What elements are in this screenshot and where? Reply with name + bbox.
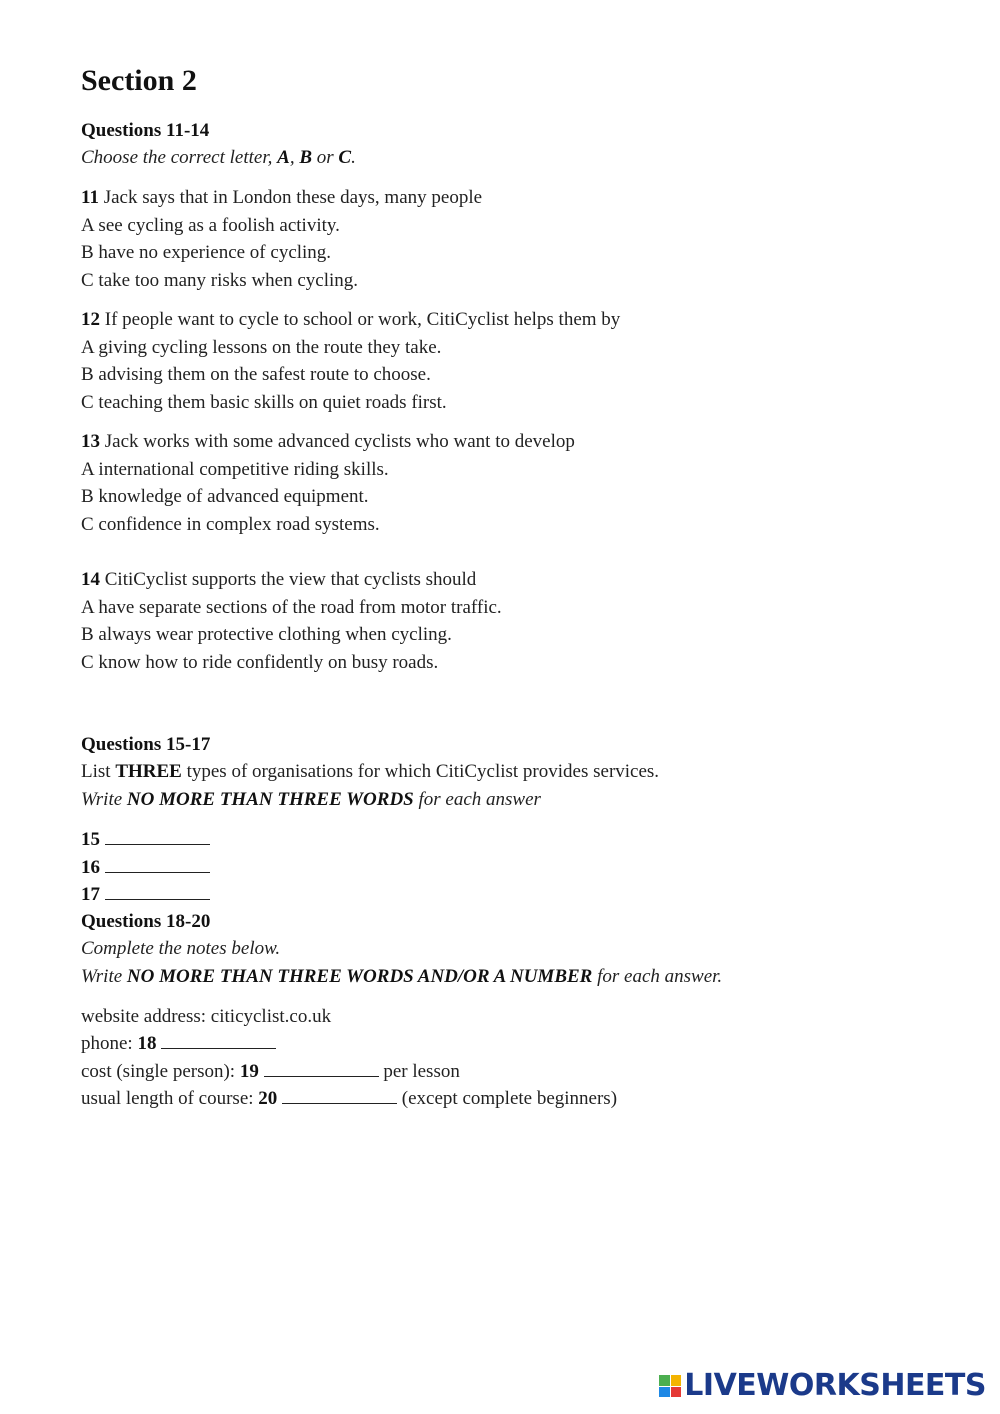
option-b[interactable]: B have no experience of cycling. <box>81 242 332 263</box>
questions-15-17-instruction: List THREE types of organisations for which CitiCyclist provides services. <box>81 761 660 782</box>
questions-18-20-word-limit: Write NO MORE THAN THREE WORDS AND/OR A NUMBER for each answer. <box>81 965 723 987</box>
option-c[interactable]: C confidence in complex road systems. <box>81 513 380 535</box>
liveworksheets-logo <box>659 1370 986 1402</box>
option-c[interactable]: C teaching them basic skills on quiet roads first. <box>81 391 447 413</box>
answer-blank-19[interactable] <box>264 1058 379 1076</box>
questions-18-20 <box>81 909 961 1113</box>
note-cost: cost (single person): 19 per lesson <box>81 1058 961 1086</box>
question-12 <box>81 306 961 416</box>
note-website: website address: citicyclist.co.uk <box>81 1005 332 1027</box>
option-b[interactable]: B always wear protective clothing when cycling. <box>81 624 452 645</box>
questions-18-20-heading: Questions 18-20 <box>81 910 211 932</box>
option-c[interactable]: C take too many risks when cycling. <box>81 269 359 291</box>
questions-15-17 <box>81 732 961 909</box>
option-a[interactable]: A see cycling as a foolish activity. <box>81 214 340 236</box>
logo-text: LIVEWORKSHEETS <box>684 1368 986 1403</box>
worksheet-page <box>81 62 961 1113</box>
option-a[interactable]: A giving cycling lessons on the route they take. <box>81 336 442 358</box>
answer-15: 15 <box>81 826 961 854</box>
question-stem: CitiCyclist supports the view that cyclists should <box>100 569 477 590</box>
question-stem: Jack says that in London these days, many people <box>98 187 483 208</box>
question-number: 11 <box>81 187 99 208</box>
questions-11-14-heading: Questions 11-14 <box>81 120 210 141</box>
questions-15-17-word-limit: Write NO MORE THAN THREE WORDS for each answer <box>81 789 541 810</box>
option-b[interactable]: B knowledge of advanced equipment. <box>81 486 369 507</box>
logo-squares-icon <box>659 1375 681 1397</box>
option-a[interactable]: A have separate sections of the road from motor traffic. <box>81 596 502 618</box>
question-14 <box>81 566 961 676</box>
question-11 <box>81 184 961 294</box>
question-number: 12 <box>81 309 100 330</box>
option-b[interactable]: B advising them on the safest route to choose. <box>81 364 431 385</box>
questions-15-17-heading: Questions 15-17 <box>81 734 211 755</box>
option-c[interactable]: C know how to ride confidently on busy roads. <box>81 651 439 673</box>
question-13 <box>81 428 961 538</box>
question-stem: If people want to cycle to school or work, CitiCyclist helps them by <box>100 309 621 330</box>
section-title: Section 2 <box>81 64 197 97</box>
answer-blank[interactable] <box>105 827 210 845</box>
questions-11-14-instruction: Choose the correct letter, A, B or C. <box>81 147 356 168</box>
questions-18-20-instruction: Complete the notes below. <box>81 937 281 959</box>
question-number: 14 <box>81 569 100 590</box>
answer-blank-20[interactable] <box>282 1086 397 1104</box>
answer-17: 17 <box>81 881 961 909</box>
answer-blank[interactable] <box>105 854 210 872</box>
answer-blank[interactable] <box>105 882 210 900</box>
note-length: usual length of course: 20 (except complete beginners) <box>81 1085 961 1113</box>
question-number: 13 <box>81 431 100 452</box>
answer-16: 16 <box>81 854 961 882</box>
question-stem: Jack works with some advanced cyclists who want to develop <box>100 431 575 452</box>
option-a[interactable]: A international competitive riding skills. <box>81 458 389 480</box>
answer-blank-18[interactable] <box>161 1031 276 1049</box>
note-phone: phone: 18 <box>81 1030 961 1058</box>
